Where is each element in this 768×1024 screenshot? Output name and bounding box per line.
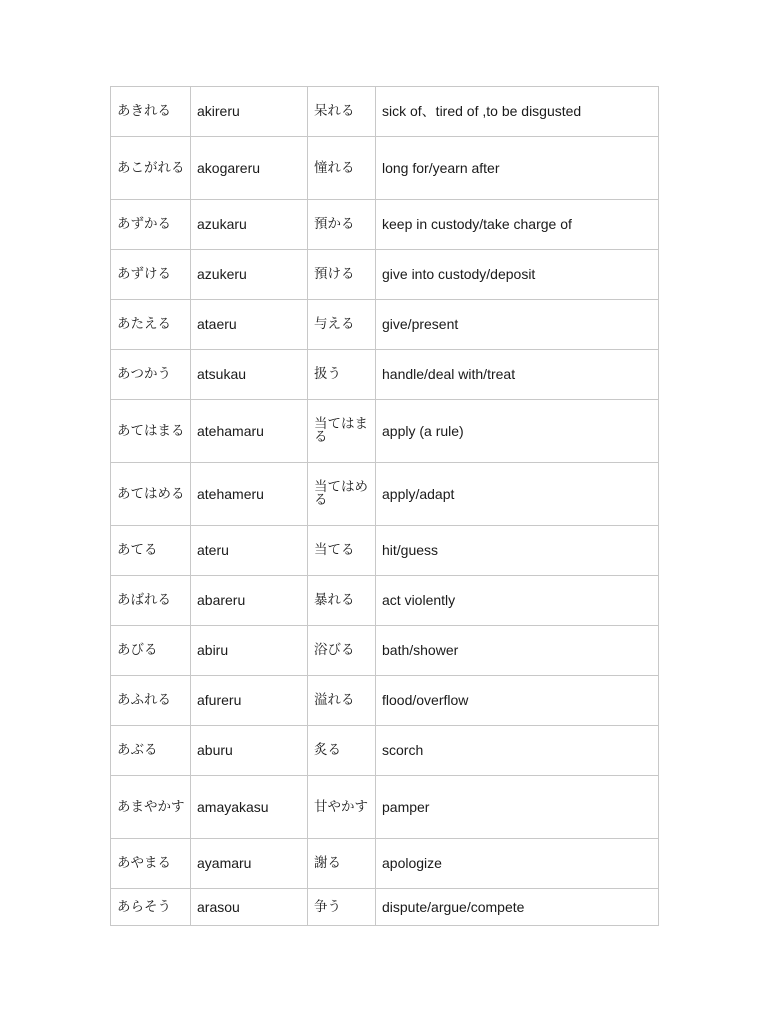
kanji-cell: 謝る <box>308 839 376 889</box>
kana-cell: あずける <box>111 250 191 300</box>
kana-cell: あふれる <box>111 676 191 726</box>
romaji-cell: abiru <box>191 626 308 676</box>
kana-cell: あつかう <box>111 350 191 400</box>
kana-cell: あこがれる <box>111 137 191 200</box>
romaji-cell: arasou <box>191 889 308 926</box>
document-page <box>110 86 658 926</box>
meaning-cell: dispute/argue/compete <box>376 889 659 926</box>
table-row <box>111 839 659 889</box>
romaji-cell: azukeru <box>191 250 308 300</box>
kana-cell: あらそう <box>111 889 191 926</box>
romaji-cell: aburu <box>191 726 308 776</box>
meaning-cell: flood/overflow <box>376 676 659 726</box>
kanji-cell: 扱う <box>308 350 376 400</box>
kana-cell: あやまる <box>111 839 191 889</box>
romaji-cell: amayakasu <box>191 776 308 839</box>
kanji-cell: 浴びる <box>308 626 376 676</box>
table-row <box>111 87 659 137</box>
meaning-cell: act violently <box>376 576 659 626</box>
romaji-cell: ateru <box>191 526 308 576</box>
table-row <box>111 726 659 776</box>
table-row <box>111 889 659 926</box>
meaning-cell: hit/guess <box>376 526 659 576</box>
romaji-cell: atehamaru <box>191 400 308 463</box>
romaji-cell: afureru <box>191 676 308 726</box>
meaning-cell: apply (a rule) <box>376 400 659 463</box>
kana-cell: あびる <box>111 626 191 676</box>
meaning-cell: pamper <box>376 776 659 839</box>
meaning-cell: sick of、tired of ,to be disgusted <box>376 87 659 137</box>
kana-cell: あずかる <box>111 200 191 250</box>
romaji-cell: atsukau <box>191 350 308 400</box>
table-row <box>111 463 659 526</box>
table-row <box>111 626 659 676</box>
meaning-cell: long for/yearn after <box>376 137 659 200</box>
romaji-cell: azukaru <box>191 200 308 250</box>
kanji-cell: 預ける <box>308 250 376 300</box>
kana-cell: あぶる <box>111 726 191 776</box>
table-row <box>111 137 659 200</box>
kanji-cell: 溢れる <box>308 676 376 726</box>
romaji-cell: atehameru <box>191 463 308 526</box>
table-row <box>111 250 659 300</box>
kana-cell: あたえる <box>111 300 191 350</box>
kana-cell: あてはめる <box>111 463 191 526</box>
romaji-cell: akogareru <box>191 137 308 200</box>
kanji-cell: 当てはまる <box>308 400 376 463</box>
kanji-cell: 当てる <box>308 526 376 576</box>
kanji-cell: 争う <box>308 889 376 926</box>
kanji-cell: 暴れる <box>308 576 376 626</box>
meaning-cell: handle/deal with/treat <box>376 350 659 400</box>
table-row <box>111 776 659 839</box>
kanji-cell: 甘やかす <box>308 776 376 839</box>
kanji-cell: 当てはめる <box>308 463 376 526</box>
meaning-cell: give into custody/deposit <box>376 250 659 300</box>
table-row <box>111 400 659 463</box>
table-row <box>111 676 659 726</box>
kanji-cell: 呆れる <box>308 87 376 137</box>
kana-cell: あまやかす <box>111 776 191 839</box>
romaji-cell: akireru <box>191 87 308 137</box>
meaning-cell: give/present <box>376 300 659 350</box>
romaji-cell: ayamaru <box>191 839 308 889</box>
meaning-cell: bath/shower <box>376 626 659 676</box>
romaji-cell: abareru <box>191 576 308 626</box>
meaning-cell: keep in custody/take charge of <box>376 200 659 250</box>
table-row <box>111 526 659 576</box>
kana-cell: あてる <box>111 526 191 576</box>
table-row <box>111 200 659 250</box>
table-row <box>111 350 659 400</box>
kanji-cell: 預かる <box>308 200 376 250</box>
meaning-cell: scorch <box>376 726 659 776</box>
kana-cell: あきれる <box>111 87 191 137</box>
meaning-cell: apologize <box>376 839 659 889</box>
kana-cell: あばれる <box>111 576 191 626</box>
vocabulary-table <box>110 86 659 926</box>
romaji-cell: ataeru <box>191 300 308 350</box>
kanji-cell: 与える <box>308 300 376 350</box>
table-row <box>111 300 659 350</box>
kana-cell: あてはまる <box>111 400 191 463</box>
meaning-cell: apply/adapt <box>376 463 659 526</box>
kanji-cell: 炙る <box>308 726 376 776</box>
table-row <box>111 576 659 626</box>
kanji-cell: 憧れる <box>308 137 376 200</box>
